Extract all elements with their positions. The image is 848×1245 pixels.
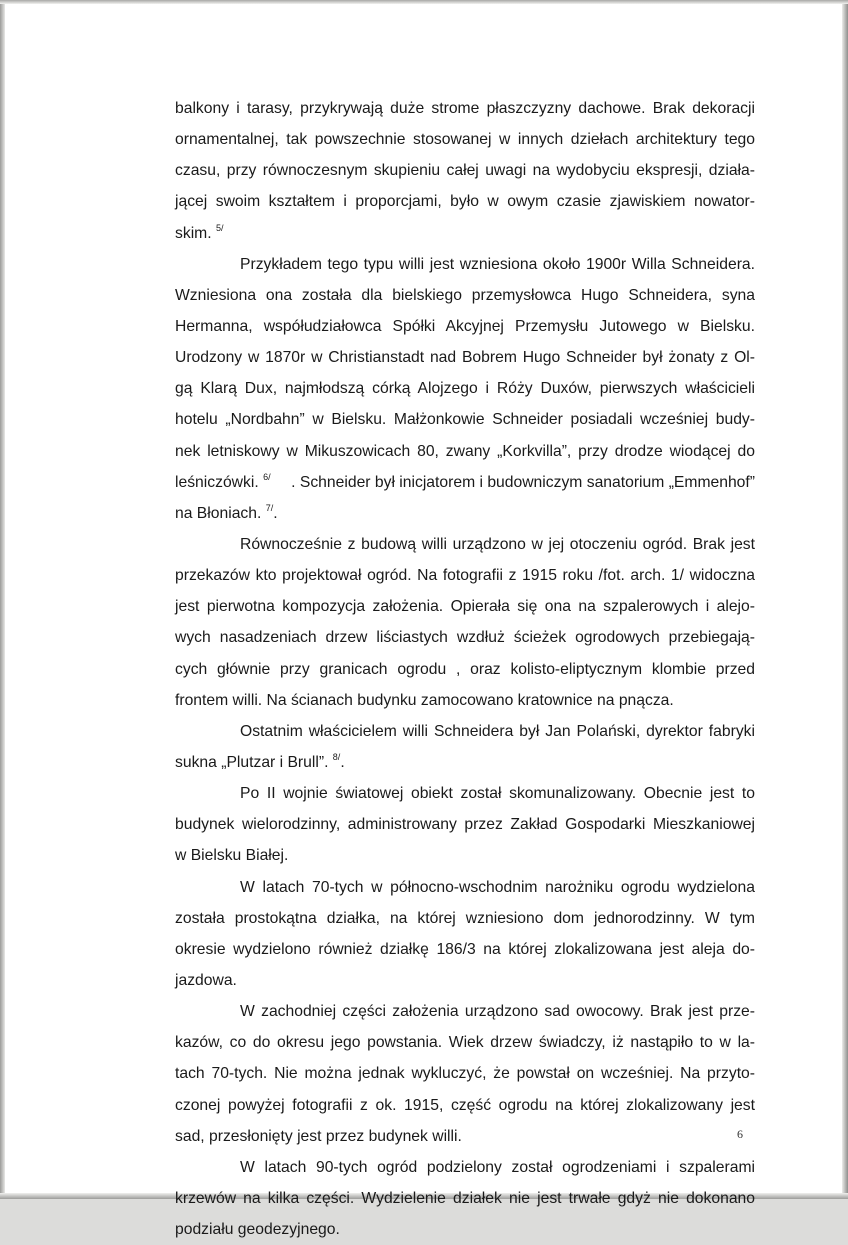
text-run: . bbox=[340, 753, 345, 771]
body-text bbox=[175, 93, 755, 1245]
text-line: jazdowa. bbox=[175, 971, 237, 989]
text-run: skim. bbox=[175, 224, 212, 242]
text-run: sukna „Plutzar i Brull”. bbox=[175, 753, 329, 771]
paragraph-first-line: Po II wojnie światowej obiekt został skomunalizowany. Obecnie jest to bbox=[240, 785, 755, 803]
footnote-ref: 5/ bbox=[215, 222, 224, 233]
text-line bbox=[175, 747, 755, 778]
text-run: leśniczówki. $^{6/}$ bbox=[175, 471, 271, 491]
text-line: nek letniskowy w Mikuszowicach 80, zwany „Korkvilla”, przy drodze wiodącej do bbox=[175, 442, 755, 460]
paragraph-first-line: W latach 70-tych w północno-wschodnim narożniku ogrodu wydzielona bbox=[240, 878, 755, 896]
text-line: Wzniesiona ona została dla bielskiego przemysłowca Hugo Schneidera, syna bbox=[175, 286, 755, 304]
text-line: gą Klarą Dux, najmłodszą córką Alojzego i Róży Duxów, pierwszych właścicieli bbox=[175, 380, 755, 398]
text-line: wych nasadzeniach drzew liściastych wzdłuż ścieżek ogrodowych przebiegają- bbox=[175, 629, 755, 647]
text-line: Hermanna, współudziałowca Spółki Akcyjnej Przemysłu Jutowego w Bielsku. bbox=[175, 317, 755, 335]
paragraph-first-line: W latach 90-tych ogród podzielony został ogrodzeniami i szpalerami bbox=[240, 1158, 755, 1176]
paragraph-first-line: W zachodniej części założenia urządzono sad owocowy. Brak jest prze- bbox=[240, 1003, 755, 1021]
text-line: frontem willi. Na ścianach budynku zamocowano kratownice na pnącza. bbox=[175, 691, 674, 709]
text-run: . bbox=[273, 504, 278, 522]
footnote-ref: 8/ bbox=[332, 751, 341, 762]
scan-edge-top bbox=[0, 0, 848, 4]
text-line: hotelu „Nordbahn” w Bielsku. Małżonkowie Schneider posiadali wcześniej budy- bbox=[175, 411, 755, 429]
text-line: przekazów kto projektował ogród. Na fotografii z 1915 roku /fot. arch. 1/ widoczna bbox=[175, 567, 755, 585]
text-line: Urodzony w 1870r w Christianstadt nad Bobrem Hugo Schneider był żonaty z Ol- bbox=[175, 349, 755, 367]
text-line: sad, przesłonięty jest przez budynek willi. bbox=[175, 1127, 462, 1145]
text-line bbox=[175, 467, 755, 498]
text-line: ornamentalnej, tak powszechnie stosowanej w innych dziełach architektury tego bbox=[175, 131, 755, 149]
text-line: okresie wydzielono również działkę 186/3 na której zlokalizowana jest aleja do- bbox=[175, 940, 755, 958]
text-line bbox=[175, 498, 755, 529]
scan-edge-right bbox=[842, 0, 848, 1199]
text-line: tach 70-tych. Nie można jednak wykluczyć, że powstał on wcześniej. Na przyto- bbox=[175, 1065, 755, 1083]
text-line: balkony i tarasy, przykrywają duże strome płaszczyzny dachowe. Brak dekoracji bbox=[175, 100, 755, 117]
text-line: kazów, co do okresu jego powstania. Wiek drzew świadczy, iż nastąpiło to w la- bbox=[175, 1034, 755, 1052]
footnote-ref: 7/ bbox=[265, 502, 274, 513]
text-line: czasu, przy równoczesnym skupieniu całej uwagi na wydobyciu ekspresji, działa- bbox=[175, 162, 755, 180]
footnote-ref: 6/ bbox=[263, 471, 271, 482]
text-line: jącej swoim kształtem i proporcjami, było w owym czasie zjawiskiem nowator- bbox=[175, 193, 755, 211]
scan-edge-left bbox=[0, 0, 5, 1199]
text-line: jest pierwotna kompozycja założenia. Opierała się ona na szpalerowych i alejo- bbox=[175, 598, 755, 616]
text-run: na Błoniach. bbox=[175, 504, 262, 522]
text-run: . Schneider był inicjatorem i budowniczym sanatorium „Emmenhof” bbox=[291, 473, 755, 491]
text-line bbox=[175, 218, 755, 249]
page-number: 6 bbox=[737, 1127, 743, 1141]
text-line: czonej powyżej fotografii z ok. 1915, część ogrodu na której zlokalizowany jest bbox=[175, 1096, 755, 1114]
text-line: budynek wielorodzinny, administrowany przez Zakład Gospodarki Mieszkaniowej bbox=[175, 816, 755, 834]
text-line: została prostokątna działka, na której wzniesiono dom jednorodzinny. W tym bbox=[175, 909, 755, 927]
text-line: krzewów na kilka części. Wydzielenie działek nie jest trwałe gdyż nie dokonano bbox=[175, 1189, 755, 1207]
paragraph-first-line: Ostatnim właścicielem willi Schneidera był Jan Polański, dyrektor fabryki bbox=[240, 722, 755, 740]
paragraph-first-line: Równocześnie z budową willi urządzono w jej otoczeniu ogród. Brak jest bbox=[240, 535, 755, 553]
text-line: podziału geodezyjnego. bbox=[175, 1221, 340, 1239]
text-line: cych głównie przy granicach ogrodu , oraz kolisto-eliptycznym klombie przed bbox=[175, 660, 755, 678]
paragraph-first-line: Przykładem tego typu willi jest wzniesiona około 1900r Willa Schneidera. bbox=[240, 255, 755, 273]
text-line: w Bielsku Białej. bbox=[175, 847, 289, 865]
